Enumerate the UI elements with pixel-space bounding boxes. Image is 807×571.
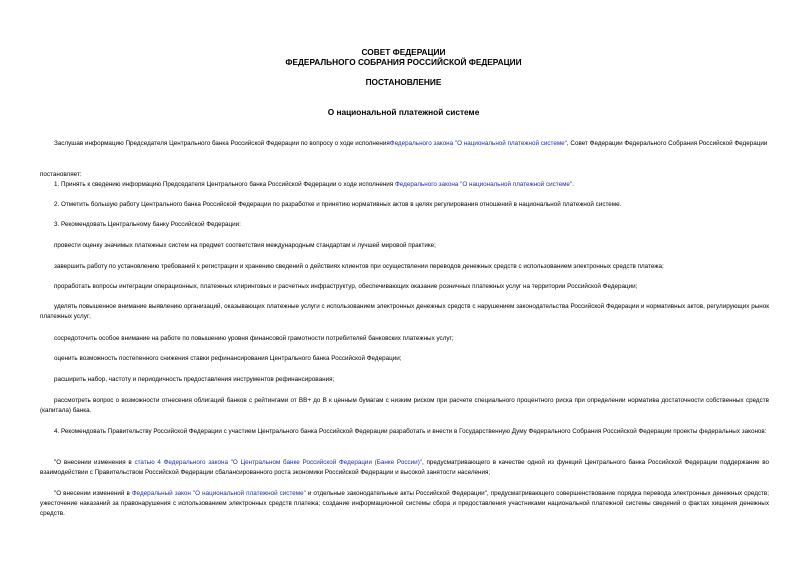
recommendation-8: рассмотреть вопрос о возможности отнесения облигаций банков с рейтингами от ВВ+ до В к ценным бумагам с низким риском при расчете специального процентного риска при определении норматива достаточности собственных средств (капитала) банка. <box>40 397 769 414</box>
recommendation-3: проработать вопросы интеграции операционных, платежных клиринговых и расчетных инфраструктур, обеспечивающих оказание розничных платежных услуг на территории Российской Федерации; <box>54 283 638 290</box>
item-1 <box>40 180 769 190</box>
intro-text: Заслушав информацию Председателя Центрального банка Российской Федерации по вопросу о ходе исполнения <box>54 140 390 147</box>
bill-1 <box>40 458 769 478</box>
recommendation-4: уделять повышенное внимание выявлению организаций, оказывающих платежные услуги с использованием электронных денежных средств с нарушением законодательства Российской Федерации и нормативных актов, регулирующих рынок платежных услуг; <box>40 303 769 320</box>
intro-text-after: , Совет Федерации Федерального Собрания Российской Федерации <box>566 140 768 147</box>
recommendation-1: провести оценку значимых платежных систем на предмет соответствия международным стандартам и лучшей мировой практике; <box>54 242 436 249</box>
federal-law-link-2[interactable]: Федерального закона "О национальной платежной системе" <box>395 181 573 188</box>
document-title: О национальной платежной системе <box>327 107 480 117</box>
item-4: 4. Рекомендовать Правительству Российской Федерации с участием Центрального банка Российской Федерации разработать и внести в Государственную Думу Федерального Собрания Российской Федерации проекты федеральных законов: <box>54 428 767 435</box>
recommendation-6: оценить возможность постепенного снижения ставки рефинансирования Центрального банка Российской Федерации; <box>54 355 402 362</box>
resolves-label: постановляет: <box>40 171 82 178</box>
issuer-line-1: СОВЕТ ФЕДЕРАЦИИ <box>361 47 446 57</box>
item-1-end: . <box>572 181 574 188</box>
recommendation-7: расширить набор, частоту и периодичность предоставления инструментов рефинансирования; <box>54 376 335 383</box>
bill-1-text: "О внесении изменения в <box>54 459 132 466</box>
recommendation-2: завершить работу по установлению требований к регистрации и хранению сведений о действиях клиентов при осуществлении переводов денежных средств с использованием электронных средств платежа; <box>54 263 664 270</box>
federal-law-link[interactable]: Федерального закона "О национальной платежной системе" <box>389 140 567 147</box>
recommendation-5: сосредоточить особое внимание на работе по повышению уровня финансовой грамотности потребителей банковских платежных услуг; <box>54 335 454 342</box>
bill-2-text-after: и отдельные законодательные акты Российской Федерации", предусматривающего совершенствование порядка перевода электронных денежных средств; ужесточение наказаний за правонарушения с использованием электронных средств платежа; создание информационной системы сбора и предоставления участниками национальной платежной системы сведений о фактах хищения денежных средств. <box>40 490 769 517</box>
document-type: ПОСТАНОВЛЕНИЕ <box>365 77 442 87</box>
item-3: 3. Рекомендовать Центральному банку Российской Федерации: <box>54 221 241 228</box>
item-2: 2. Отметить большую работу Центрального банка Российской Федерации по разработке и принятию нормативных актов в целях регулирования отношений в национальной платежной системе. <box>54 201 622 208</box>
issuer-line-2: ФЕДЕРАЛЬНОГО СОБРАНИЯ РОССИЙСКОЙ ФЕДЕРАЦИИ <box>285 57 522 67</box>
item-1-text: 1. Принять к сведению информацию Председателя Центрального банка Российской Федерации о ходе исполнения <box>54 181 394 188</box>
bill-2-text: "О внесении изменений в <box>54 490 130 497</box>
payment-system-law-link[interactable]: Федеральный закон "О национальной платежной системе" <box>131 490 306 497</box>
bill-2 <box>40 489 769 519</box>
intro-paragraph <box>40 139 769 149</box>
bill-1-text-after: , предусматривающего в качестве одной из функций Центрального банка Российской Федерации поддержание во взаимодействии с Правительством Российской Федерации сбалансированного роста экономики Российской Федерации и высокой занятости населения; <box>40 459 769 476</box>
central-bank-law-link[interactable]: статью 4 Федерального закона "О Центральном банке Российской Федерации (Банке России)" <box>134 459 423 466</box>
